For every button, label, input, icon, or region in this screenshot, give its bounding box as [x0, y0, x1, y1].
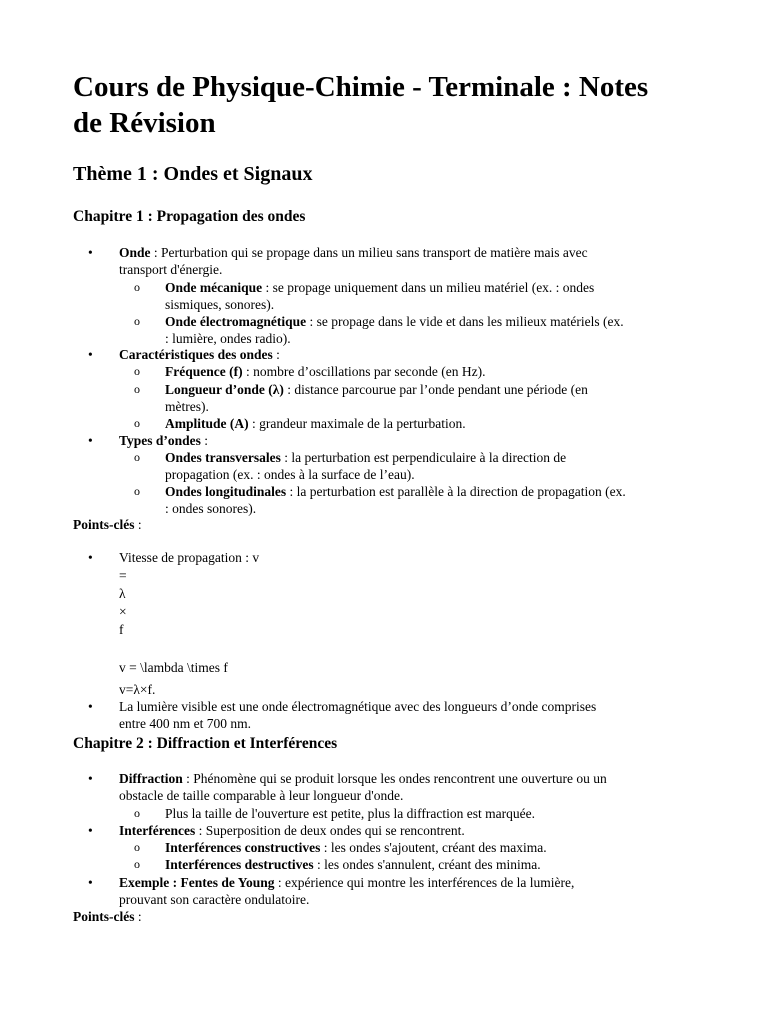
bullet-icon: • [88, 550, 93, 565]
theme-heading: Thème 1 : Ondes et Signaux [73, 163, 313, 185]
equation-equals: = [119, 568, 127, 583]
points-cles-term: Points-clés [73, 517, 135, 532]
interferences-term: Interférences [119, 823, 196, 838]
diffraction-definition: : Phénomène qui se produit lorsque les ondes rencontrent une ouverture ou un [182, 771, 607, 786]
diffraction-term: Diffraction [119, 771, 183, 786]
onde-mecanique-term: Onde mécanique [165, 280, 263, 295]
interferences-destructives-line [165, 856, 541, 873]
frequence-definition: : nombre d’oscillations par seconde (en Hz). [242, 364, 486, 379]
young-definition: : expérience qui montre les interférences de la lumière, [274, 875, 575, 890]
ondes-transversales-line-1 [165, 449, 566, 466]
bullet-icon: • [88, 771, 93, 786]
sub-bullet-icon: o [134, 416, 140, 430]
interferences-destructives-term: Interférences destructives [165, 857, 314, 872]
points-cles-suffix: : [134, 517, 142, 532]
ondes-longitudinales-definition: : la perturbation est parallèle à la direction de propagation (ex. [286, 484, 626, 499]
lumiere-line-1: La lumière visible est une onde électromagnétique avec des longueurs d’onde comprises [119, 699, 597, 714]
ondes-longitudinales-line-2: : ondes sonores). [165, 501, 257, 516]
ondes-transversales-term: Ondes transversales [165, 450, 281, 465]
onde-em-line-2: : lumière, ondes radio). [165, 331, 291, 346]
longueur-onde-term: Longueur d’onde (λ) [165, 382, 284, 397]
interferences-constructives-term: Interférences constructives [165, 840, 321, 855]
ondes-transversales-line-2: propagation (ex. : ondes à la surface de l’eau). [165, 467, 415, 482]
lumiere-line-2: entre 400 nm et 700 nm. [119, 716, 251, 731]
onde-mecanique-definition: : se propage uniquement dans un milieu matériel (ex. : ondes [262, 280, 595, 295]
bullet-icon: • [88, 245, 93, 260]
caracteristiques-suffix: : [272, 347, 280, 362]
onde-line-2: transport d'énergie. [119, 262, 223, 277]
points-cles-heading-2 [73, 908, 142, 925]
caracteristiques-line [119, 346, 280, 363]
chapter-1-heading: Chapitre 1 : Propagation des ondes [73, 208, 306, 225]
equation-latex-source: v = \lambda \times f [119, 660, 228, 675]
sub-bullet-icon: o [134, 484, 140, 498]
amplitude-line [165, 415, 466, 432]
ondes-longitudinales-term: Ondes longitudinales [165, 484, 287, 499]
sub-bullet-icon: o [134, 314, 140, 328]
types-ondes-suffix: : [200, 433, 209, 448]
bullet-icon: • [88, 823, 93, 838]
types-ondes-line [119, 432, 208, 449]
onde-definition: : Perturbation qui se propage dans un milieu sans transport de matière mais avec [150, 245, 588, 260]
caracteristiques-term: Caractéristiques des ondes [119, 347, 273, 362]
bullet-icon: • [88, 699, 93, 714]
onde-term: Onde [119, 245, 151, 260]
equation-times: × [119, 604, 127, 619]
sub-bullet-icon: o [134, 806, 140, 820]
points-cles-suffix-2: : [134, 909, 142, 924]
interferences-destructives-definition: : les ondes s'annulent, créant des minima. [313, 857, 541, 872]
interferences-constructives-line [165, 839, 547, 856]
equation-compact: v=λ×f. [119, 682, 156, 697]
bullet-icon: • [88, 347, 93, 362]
points-cles-heading [73, 516, 142, 533]
onde-mecanique-line-2: sismiques, sonores). [165, 297, 275, 312]
interferences-definition: : Superposition de deux ondes qui se rencontrent. [195, 823, 465, 838]
sub-bullet-icon: o [134, 364, 140, 378]
diffraction-line-2: obstacle de taille comparable à leur longueur d'onde. [119, 788, 404, 803]
onde-line-1 [119, 244, 588, 261]
equation-lambda: λ [119, 586, 126, 601]
doc-title-line-1: Cours de Physique-Chimie - Terminale : Notes [73, 71, 649, 103]
sub-bullet-icon: o [134, 450, 140, 464]
onde-em-line-1 [165, 313, 624, 330]
young-term: Exemple : Fentes de Young [119, 875, 275, 890]
interferences-line [119, 822, 465, 839]
onde-em-definition: : se propage dans le vide et dans les milieux matériels (ex. [306, 314, 624, 329]
frequence-term: Fréquence (f) [165, 364, 243, 379]
points-cles-term-2: Points-clés [73, 909, 135, 924]
bullet-icon: • [88, 433, 93, 448]
sub-bullet-icon: o [134, 857, 140, 871]
sub-bullet-icon: o [134, 280, 140, 294]
sub-bullet-icon: o [134, 840, 140, 854]
young-line-2: prouvant son caractère ondulatoire. [119, 892, 310, 907]
diffraction-line-1 [119, 770, 607, 787]
amplitude-term: Amplitude (A) [165, 416, 249, 431]
sub-bullet-icon: o [134, 382, 140, 396]
amplitude-definition: : grandeur maximale de la perturbation. [248, 416, 466, 431]
ondes-transversales-definition: : la perturbation est perpendiculaire à la direction de [280, 450, 567, 465]
bullet-icon: • [88, 875, 93, 890]
longueur-onde-definition: : distance parcourue par l’onde pendant une période (en [283, 382, 588, 397]
vitesse-propagation-text: Vitesse de propagation : v [119, 550, 260, 565]
frequence-line [165, 363, 486, 380]
onde-mecanique-line-1 [165, 279, 594, 296]
doc-title-line-2: de Révision [73, 107, 216, 139]
diffraction-sub-point: Plus la taille de l'ouverture est petite, plus la diffraction est marquée. [165, 806, 535, 821]
young-line-1 [119, 874, 574, 891]
equation-f: f [119, 622, 124, 637]
ondes-longitudinales-line-1 [165, 483, 626, 500]
longueur-onde-line-2: mètres). [165, 399, 209, 414]
onde-em-term: Onde électromagnétique [165, 314, 307, 329]
types-ondes-term: Types d’ondes [119, 433, 201, 448]
interferences-constructives-definition: : les ondes s'ajoutent, créant des maxima. [320, 840, 547, 855]
chapter-2-heading: Chapitre 2 : Diffraction et Interférences [73, 735, 338, 752]
longueur-onde-line-1 [165, 381, 588, 398]
